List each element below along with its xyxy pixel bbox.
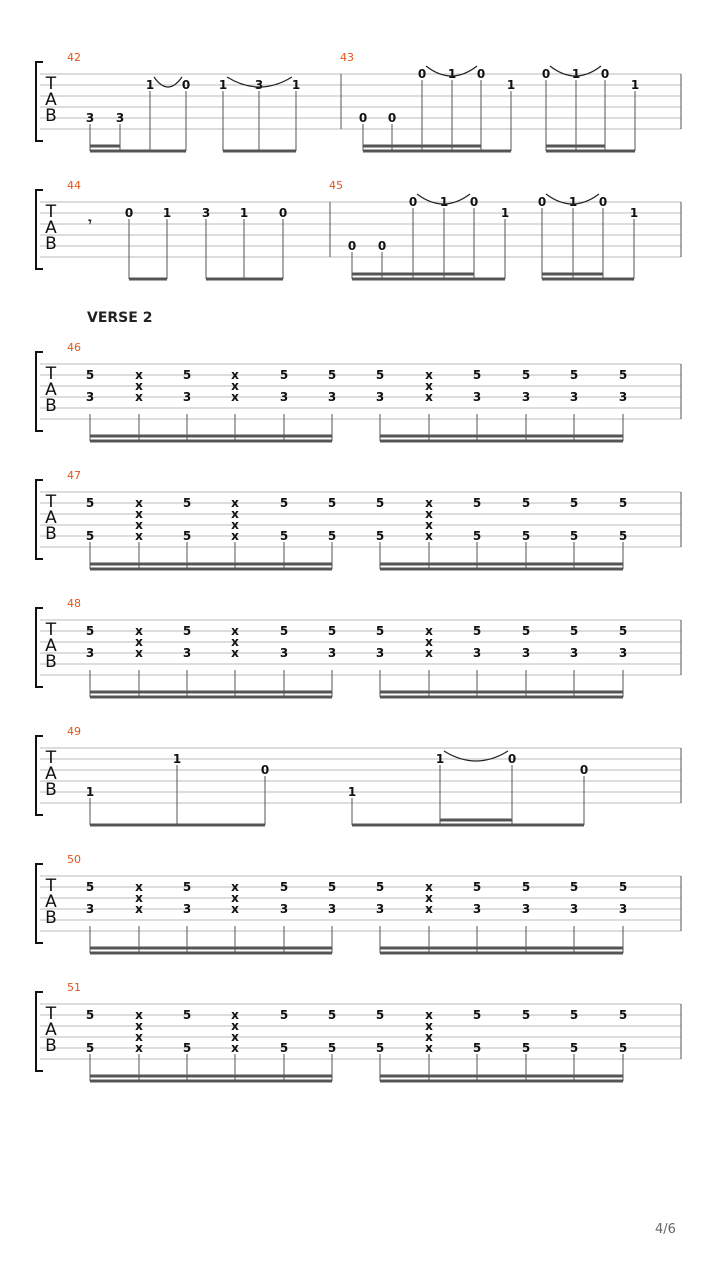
- fret-number: 0: [181, 78, 191, 92]
- fret-number: 3: [327, 646, 337, 660]
- fret-number: 5: [327, 496, 337, 510]
- page-number: 4/6: [655, 1222, 676, 1237]
- fret-number: 5: [182, 1041, 192, 1055]
- fret-number: 5: [569, 1008, 579, 1022]
- fret-number: 3: [115, 111, 125, 125]
- fret-number: 3: [327, 902, 337, 916]
- fret-number: 5: [279, 1008, 289, 1022]
- fret-number: 3: [472, 646, 482, 660]
- fret-number: 3: [521, 646, 531, 660]
- fret-number: 0: [600, 67, 610, 81]
- fret-number: 0: [476, 67, 486, 81]
- tab-clef-b: B: [45, 106, 57, 126]
- fret-number: 0: [347, 239, 357, 253]
- measure-number-47: 47: [67, 469, 81, 482]
- fret-number: 5: [85, 1008, 95, 1022]
- fret-number: 1: [629, 206, 639, 220]
- fret-number: 1: [85, 785, 95, 799]
- measure-number-49: 49: [67, 725, 81, 738]
- fret-number: 3: [85, 390, 95, 404]
- fret-number: 5: [618, 529, 628, 543]
- fret-number: 1: [239, 206, 249, 220]
- fret-number: 3: [201, 206, 211, 220]
- dead-note: x: [425, 1041, 433, 1055]
- fret-number: 3: [375, 646, 385, 660]
- fret-number: 3: [279, 390, 289, 404]
- fret-number: 1: [447, 67, 457, 81]
- dead-note: x: [135, 624, 143, 638]
- fret-number: 5: [521, 368, 531, 382]
- dead-note: x: [231, 529, 239, 543]
- fret-number: 1: [145, 78, 155, 92]
- tab-clef-a: A: [45, 90, 57, 110]
- fret-number: 5: [618, 496, 628, 510]
- fret-number: 1: [568, 195, 578, 209]
- fret-number: 5: [521, 529, 531, 543]
- fret-number: 5: [85, 880, 95, 894]
- tab-clef-t: T: [45, 492, 57, 512]
- fret-number: 1: [291, 78, 301, 92]
- dead-note: x: [135, 646, 143, 660]
- dead-note: x: [135, 1008, 143, 1022]
- measure-number-48: 48: [67, 597, 81, 610]
- fret-number: 3: [521, 902, 531, 916]
- dead-note: x: [135, 390, 143, 404]
- fret-number: 5: [182, 1008, 192, 1022]
- dead-note: x: [425, 379, 433, 393]
- dead-note: x: [135, 1041, 143, 1055]
- dead-note: x: [231, 1041, 239, 1055]
- dead-note: x: [135, 1019, 143, 1033]
- tab-clef-b: B: [45, 780, 57, 800]
- fret-number: 0: [260, 763, 270, 777]
- fret-number: 5: [85, 624, 95, 638]
- dead-note: x: [231, 624, 239, 638]
- dead-note: x: [231, 891, 239, 905]
- eighth-rest: 𝄾: [88, 215, 92, 229]
- fret-number: 5: [521, 624, 531, 638]
- tab-clef-b: B: [45, 524, 57, 544]
- fret-number: 1: [630, 78, 640, 92]
- fret-number: 5: [472, 880, 482, 894]
- fret-number: 5: [618, 624, 628, 638]
- dead-note: x: [425, 390, 433, 404]
- fret-number: 5: [85, 496, 95, 510]
- tab-clef-b: B: [45, 1036, 57, 1056]
- fret-number: 1: [435, 752, 445, 766]
- fret-number: 5: [472, 496, 482, 510]
- dead-note: x: [425, 529, 433, 543]
- fret-number: 5: [182, 368, 192, 382]
- dead-note: x: [135, 891, 143, 905]
- fret-number: 5: [521, 496, 531, 510]
- dead-note: x: [135, 379, 143, 393]
- fret-number: 5: [618, 880, 628, 894]
- fret-number: 3: [472, 390, 482, 404]
- fret-number: 5: [279, 496, 289, 510]
- fret-number: 5: [569, 529, 579, 543]
- dead-note: x: [425, 368, 433, 382]
- fret-number: 5: [327, 529, 337, 543]
- fret-number: 0: [507, 752, 517, 766]
- fret-number: 0: [377, 239, 387, 253]
- fret-number: 1: [571, 67, 581, 81]
- fret-number: 5: [279, 368, 289, 382]
- dead-note: x: [231, 635, 239, 649]
- tab-clef-b: B: [45, 234, 57, 254]
- dead-note: x: [231, 902, 239, 916]
- tab-clef-a: A: [45, 508, 57, 528]
- fret-number: 3: [618, 646, 628, 660]
- dead-note: x: [135, 507, 143, 521]
- fret-number: 5: [375, 880, 385, 894]
- fret-number: 5: [472, 1008, 482, 1022]
- tab-clef-b: B: [45, 396, 57, 416]
- fret-number: 5: [472, 368, 482, 382]
- fret-number: 1: [218, 78, 228, 92]
- dead-note: x: [231, 390, 239, 404]
- dead-note: x: [231, 880, 239, 894]
- fret-number: 5: [375, 529, 385, 543]
- fret-number: 1: [347, 785, 357, 799]
- tab-clef-t: T: [45, 202, 57, 222]
- fret-number: 5: [375, 624, 385, 638]
- fret-number: 5: [521, 1041, 531, 1055]
- dead-note: x: [231, 1008, 239, 1022]
- fret-number: 3: [254, 78, 264, 92]
- tab-clef-t: T: [45, 364, 57, 384]
- fret-number: 3: [327, 390, 337, 404]
- fret-number: 5: [327, 1008, 337, 1022]
- fret-number: 3: [472, 902, 482, 916]
- fret-number: 5: [85, 529, 95, 543]
- fret-number: 3: [375, 390, 385, 404]
- fret-number: 5: [472, 624, 482, 638]
- dead-note: x: [135, 902, 143, 916]
- fret-number: 0: [387, 111, 397, 125]
- fret-number: 3: [618, 390, 628, 404]
- dead-note: x: [135, 529, 143, 543]
- tab-clef-a: A: [45, 218, 57, 238]
- fret-number: 0: [579, 763, 589, 777]
- tab-clef-a: A: [45, 1020, 57, 1040]
- fret-number: 1: [162, 206, 172, 220]
- fret-number: 3: [85, 111, 95, 125]
- tab-clef-t: T: [45, 74, 57, 94]
- dead-note: x: [425, 902, 433, 916]
- dead-note: x: [135, 635, 143, 649]
- fret-number: 5: [375, 1008, 385, 1022]
- tab-clef-b: B: [45, 908, 57, 928]
- measure-number-51: 51: [67, 981, 81, 994]
- fret-number: 5: [327, 1041, 337, 1055]
- fret-number: 3: [569, 646, 579, 660]
- fret-number: 5: [182, 624, 192, 638]
- measure-number-42: 42: [67, 51, 81, 64]
- dead-note: x: [425, 891, 433, 905]
- tab-clef-a: A: [45, 636, 57, 656]
- fret-number: 5: [279, 880, 289, 894]
- fret-number: 3: [182, 390, 192, 404]
- fret-number: 5: [472, 1041, 482, 1055]
- fret-number: 5: [85, 1041, 95, 1055]
- dead-note: x: [425, 507, 433, 521]
- measure-number-43: 43: [340, 51, 354, 64]
- fret-number: 3: [375, 902, 385, 916]
- fret-number: 3: [618, 902, 628, 916]
- dead-note: x: [425, 518, 433, 532]
- tab-clef-b: B: [45, 652, 57, 672]
- fret-number: 0: [469, 195, 479, 209]
- tab-clef-t: T: [45, 620, 57, 640]
- fret-number: 5: [569, 496, 579, 510]
- fret-number: 5: [375, 1041, 385, 1055]
- measure-number-46: 46: [67, 341, 81, 354]
- fret-number: 5: [375, 496, 385, 510]
- section-label-verse-2: VERSE 2: [87, 310, 153, 326]
- fret-number: 5: [618, 1041, 628, 1055]
- dead-note: x: [231, 1030, 239, 1044]
- dead-note: x: [425, 1030, 433, 1044]
- fret-number: 0: [417, 67, 427, 81]
- measure-number-45: 45: [329, 179, 343, 192]
- dead-note: x: [135, 880, 143, 894]
- dead-note: x: [135, 368, 143, 382]
- fret-number: 5: [279, 529, 289, 543]
- fret-number: 0: [124, 206, 134, 220]
- fret-number: 0: [541, 67, 551, 81]
- dead-note: x: [425, 1019, 433, 1033]
- fret-number: 3: [182, 646, 192, 660]
- fret-number: 5: [279, 624, 289, 638]
- dead-note: x: [231, 379, 239, 393]
- dead-note: x: [425, 1008, 433, 1022]
- tab-clef-t: T: [45, 1004, 57, 1024]
- fret-number: 3: [279, 902, 289, 916]
- fret-number: 3: [569, 390, 579, 404]
- fret-number: 3: [279, 646, 289, 660]
- fret-number: 5: [472, 529, 482, 543]
- tab-clef-a: A: [45, 764, 57, 784]
- fret-number: 0: [358, 111, 368, 125]
- fret-number: 5: [569, 880, 579, 894]
- dead-note: x: [425, 635, 433, 649]
- fret-number: 3: [569, 902, 579, 916]
- tab-clef-a: A: [45, 892, 57, 912]
- tab-clef-t: T: [45, 876, 57, 896]
- fret-number: 5: [327, 624, 337, 638]
- fret-number: 3: [85, 646, 95, 660]
- fret-number: 5: [569, 624, 579, 638]
- fret-number: 5: [85, 368, 95, 382]
- fret-number: 5: [182, 496, 192, 510]
- dead-note: x: [135, 1030, 143, 1044]
- dead-note: x: [135, 518, 143, 532]
- fret-number: 5: [182, 529, 192, 543]
- tab-clef-a: A: [45, 380, 57, 400]
- fret-number: 1: [506, 78, 516, 92]
- measure-number-44: 44: [67, 179, 81, 192]
- dead-note: x: [231, 368, 239, 382]
- dead-note: x: [425, 880, 433, 894]
- fret-number: 0: [537, 195, 547, 209]
- fret-number: 1: [439, 195, 449, 209]
- fret-number: 0: [598, 195, 608, 209]
- fret-number: 5: [569, 1041, 579, 1055]
- fret-number: 3: [85, 902, 95, 916]
- measure-number-50: 50: [67, 853, 81, 866]
- dead-note: x: [231, 507, 239, 521]
- fret-number: 5: [279, 1041, 289, 1055]
- fret-number: 5: [618, 1008, 628, 1022]
- fret-number: 5: [521, 1008, 531, 1022]
- fret-number: 5: [521, 880, 531, 894]
- dead-note: x: [231, 646, 239, 660]
- fret-number: 1: [172, 752, 182, 766]
- fret-number: 5: [618, 368, 628, 382]
- fret-number: 5: [327, 368, 337, 382]
- dead-note: x: [425, 496, 433, 510]
- fret-number: 5: [182, 880, 192, 894]
- fret-number: 1: [500, 206, 510, 220]
- fret-number: 5: [327, 880, 337, 894]
- dead-note: x: [135, 496, 143, 510]
- fret-number: 3: [521, 390, 531, 404]
- dead-note: x: [231, 496, 239, 510]
- fret-number: 5: [375, 368, 385, 382]
- tab-clef-t: T: [45, 748, 57, 768]
- dead-note: x: [425, 646, 433, 660]
- fret-number: 3: [182, 902, 192, 916]
- fret-number: 0: [278, 206, 288, 220]
- fret-number: 0: [408, 195, 418, 209]
- dead-note: x: [425, 624, 433, 638]
- dead-note: x: [231, 518, 239, 532]
- fret-number: 5: [569, 368, 579, 382]
- dead-note: x: [231, 1019, 239, 1033]
